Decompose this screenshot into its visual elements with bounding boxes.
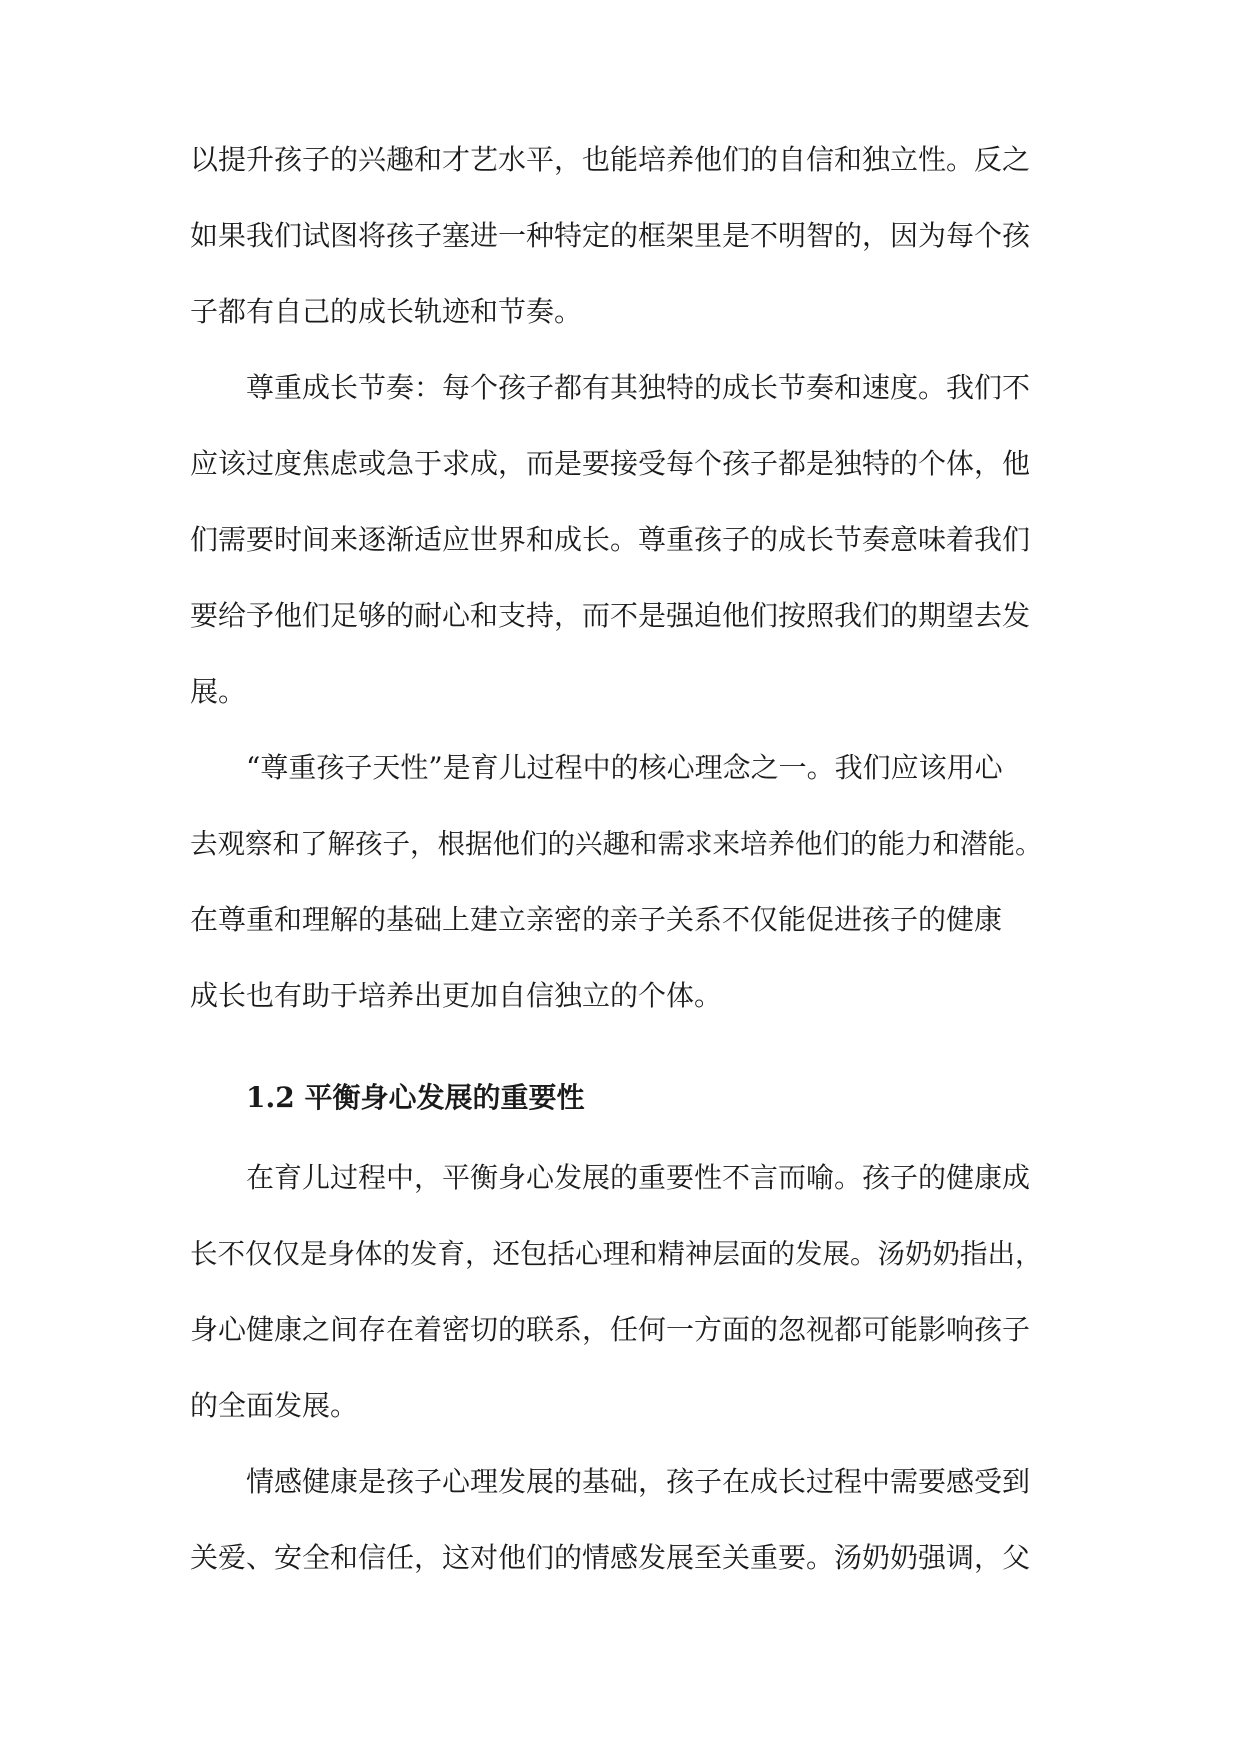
paragraph-line: 如果我们试图将孩子塞进一种特定的框架里是不明智的，因为每个孩 bbox=[190, 219, 1031, 252]
paragraph-line: 们需要时间来逐渐适应世界和成长。尊重孩子的成长节奏意味着我们 bbox=[190, 523, 1031, 556]
paragraph-line: 成长也有助于培养出更加自信独立的个体。 bbox=[190, 979, 723, 1012]
paragraph-line: 在育儿过程中，平衡身心发展的重要性不言而喻。孩子的健康成 bbox=[246, 1161, 1031, 1194]
paragraph-line: 关爱、安全和信任，这对他们的情感发展至关重要。汤奶奶强调，父 bbox=[190, 1541, 1031, 1574]
paragraph-line: 子都有自己的成长轨迹和节奏。 bbox=[190, 295, 583, 328]
paragraph-line: 在尊重和理解的基础上建立亲密的亲子关系不仅能促进孩子的健康 bbox=[190, 903, 1003, 936]
paragraph-line: 应该过度焦虑或急于求成，而是要接受每个孩子都是独特的个体，他 bbox=[190, 447, 1031, 480]
section-heading: 1.2 平衡身心发展的重要性 bbox=[246, 1081, 585, 1114]
paragraph-line: 以提升孩子的兴趣和才艺水平，也能培养他们的自信和独立性。反之 bbox=[190, 143, 1031, 176]
paragraph-line: 尊重成长节奏：每个孩子都有其独特的成长节奏和速度。我们不 bbox=[246, 371, 1031, 404]
paragraph-line: 身心健康之间存在着密切的联系，任何一方面的忽视都可能影响孩子 bbox=[190, 1313, 1031, 1346]
paragraph-line: 展。 bbox=[190, 675, 247, 708]
paragraph-line: 的全面发展。 bbox=[190, 1389, 359, 1422]
paragraph-line: “尊重孩子天性”是育儿过程中的核心理念之一。我们应该用心 bbox=[246, 751, 1003, 784]
paragraph-line: 要给予他们足够的耐心和支持，而不是强迫他们按照我们的期望去发 bbox=[190, 599, 1031, 632]
paragraph-line: 情感健康是孩子心理发展的基础，孩子在成长过程中需要感受到 bbox=[246, 1465, 1031, 1498]
paragraph-line: 长不仅仅是身体的发育，还包括心理和精神层面的发展。汤奶奶指出， bbox=[190, 1238, 1043, 1270]
paragraph-line: 去观察和了解孩子，根据他们的兴趣和需求来培养他们的能力和潜能。 bbox=[190, 828, 1043, 860]
